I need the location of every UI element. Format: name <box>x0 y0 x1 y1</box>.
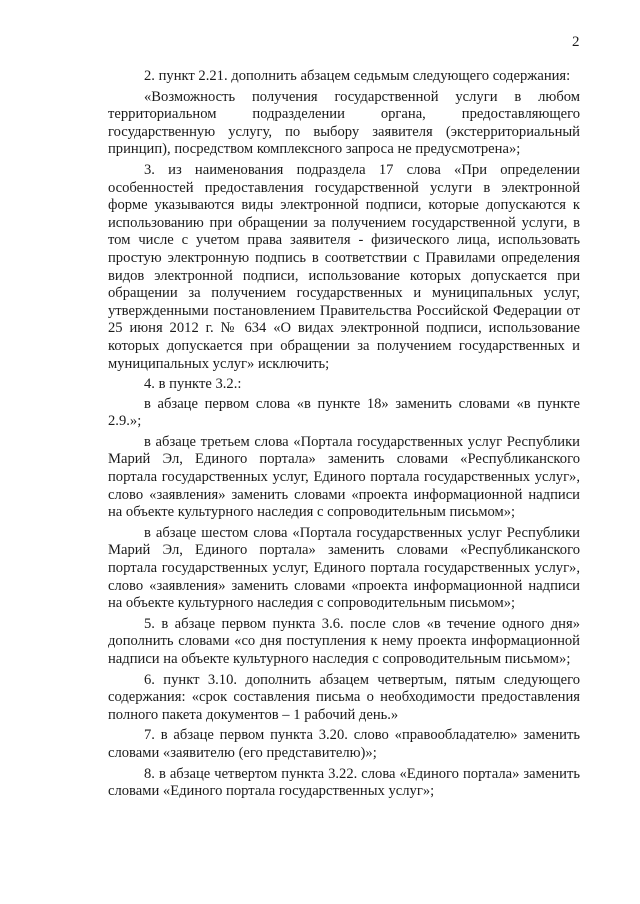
paragraph-item-5: 5. в абзаце первом пункта 3.6. после слов «в течение одного дня» дополнить словами «со дня поступления к нему проекта информационной надписи на объекте культурного наследия с сопроводительным письмом»; <box>108 615 580 667</box>
paragraph-item-3: 3. из наименования подраздела 17 слова «При определении особенностей предоставления государственной услуги в электронной форме указываются виды электронной подписи, которые допускаются к использованию при обращении за получением государственной услуги, в том числе с учетом права заявителя - физического лица, использовать простую электронную подпись в соответствии с Правилами определения видов электронной подписи, использование которых допускается при обращении за получением государственных и муниципальных услуг, утвержденными постановлением Правительства Российской Федерации от 25 июня 2012 г. № 634 «О видах электронной подписи, использование которых допускается при обращении за получением государственных и муниципальных услуг» исключить; <box>108 161 580 372</box>
paragraph-item-8: 8. в абзаце четвертом пункта 3.22. слова «Единого портала» заменить словами «Единого портала государственных услуг»; <box>108 765 580 800</box>
page-number: 2 <box>572 34 580 50</box>
paragraph-item-7: 7. в абзаце первом пункта 3.20. слово «правообладателю» заменить словами «заявителю (его представителю)»; <box>108 727 580 761</box>
subparagraph-first: в абзаце первом слова «в пункте 18» заменить словами «в пункте 2.9.»; <box>108 395 580 430</box>
quoted-paragraph: «Возможность получения государственной услуги в любом территориальном подразделении органа, предоставляющего государственную услугу, по выбору заявителя (экстерриториальный принцип), посредством комплексного запроса не предусмотрена»; <box>108 88 580 158</box>
paragraph-item-6: 6. пункт 3.10. дополнить абзацем четвертым, пятым следующего содержания: «срок составления письма о необходимости предоставления полного пакета документов – 1 рабочий день.» <box>108 671 580 723</box>
subparagraph-third: в абзаце третьем слова «Портала государственных услуг Республики Марий Эл, Единого портала» заменить словами «Республиканского портала государственных услуг, Единого портала государственных услуг», слово «заявления» заменить словами «проекта информационной надписи на объекте культурного наследия с сопроводительным письмом»; <box>108 433 580 521</box>
paragraph-item-2: 2. пункт 2.21. дополнить абзацем седьмым следующего содержания: <box>144 68 571 84</box>
paragraph-item-4: 4. в пункте 3.2.: <box>144 376 242 393</box>
subparagraph-sixth: в абзаце шестом слова «Портала государственных услуг Республики Марий Эл, Единого портала» заменить словами «Республиканского портала государственных услуг, Единого портала государственных услуг», слово «заявления» заменить словами «проекта информационной надписи на объекте культурного наследия с сопроводительным письмом»; <box>108 524 580 612</box>
document-body <box>108 68 580 804</box>
